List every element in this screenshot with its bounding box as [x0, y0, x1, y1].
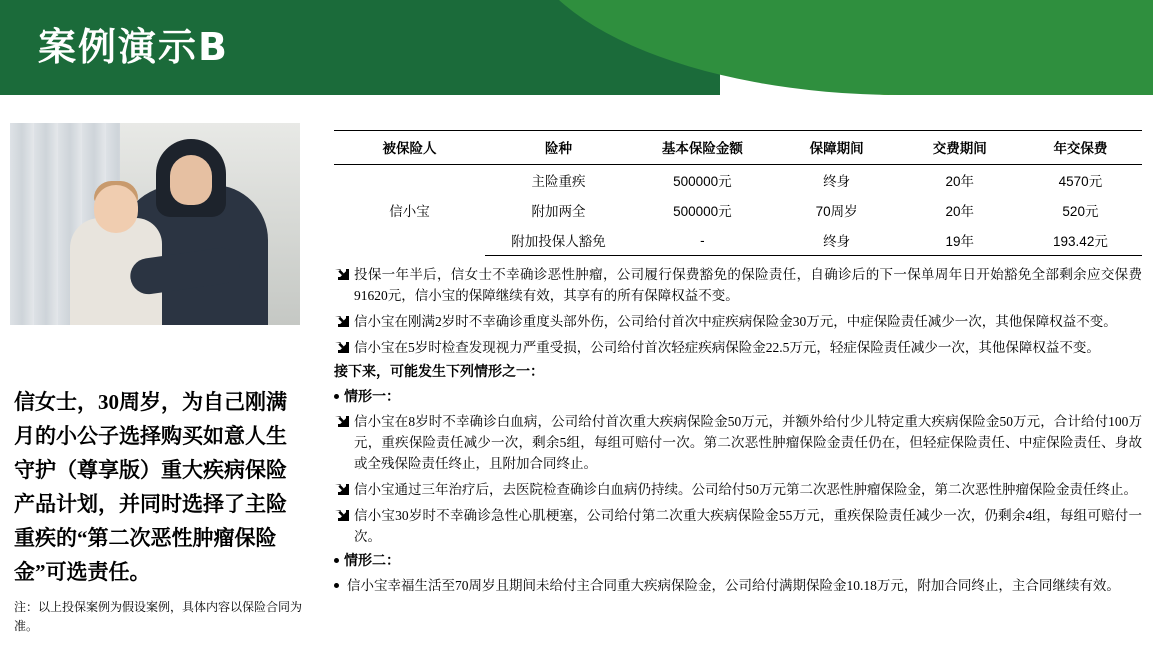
case-two-label-text: 情形二： — [344, 554, 400, 569]
case-two-label — [334, 552, 1142, 572]
cell-insured-name: 信小宝 — [389, 204, 430, 220]
page-title: 案例演示B — [38, 25, 229, 69]
cell-premium: 520元 — [1062, 204, 1099, 219]
arrow-bullet-icon — [334, 415, 350, 428]
arrow-bullet-icon — [334, 268, 350, 281]
bullet-item — [334, 311, 1142, 332]
cell-period: 终身 — [773, 225, 901, 256]
bullet-text: 信小宝通过三年治疗后，去医院检查确诊白血病仍持续。公司给付50万元第二次恶性肿瘤保险金，第二次恶性肿瘤保险金责任终止。 — [354, 482, 1137, 497]
col-insured: 被保险人 — [334, 131, 485, 165]
bullet-item — [334, 505, 1142, 547]
photo-woman-face — [170, 155, 212, 205]
cell-payment: 20年 — [945, 204, 974, 219]
col-payment: 交费期间 — [901, 131, 1019, 165]
arrow-bullet-icon — [334, 341, 350, 354]
bullet-text: 投保一年半后，信女士不幸确诊恶性肿瘤，公司履行保费豁免的保险责任，自确诊后的下一保单周年日开始豁免全部剩余应交保费91620元，信小宝的保障继续有效，其享有的所有保障权益不变。 — [354, 267, 1142, 303]
page-header — [0, 0, 1153, 95]
bullet-item — [334, 264, 1142, 306]
table-header-row — [334, 131, 1142, 165]
cell-premium: 4570元 — [1058, 174, 1103, 189]
bullet-text: 信小宝幸福生活至70周岁且期间未给付主合同重大疾病保险金，公司给付满期保险金10.18万元，附加合同终止，主合同继续有效。 — [347, 578, 1120, 593]
arrow-bullet-icon — [334, 315, 350, 328]
bullet-text: 信小宝在8岁时不幸确诊白血病，公司给付首次重大疾病保险金50万元，并额外给付少儿特定重大疾病保险金50万元，合计给付100万元，重疾保险责任减少一次，剩余5组，每组可赔付一次。第二次恶性肿瘤保险金责任仍在，但轻症保险责任、中症保险责任、身故或全残保险责任终止，且附加合同终止。 — [354, 414, 1142, 471]
bullet-item — [334, 479, 1142, 500]
dot-bullet-icon — [334, 583, 344, 588]
dot-bullet-icon — [334, 394, 339, 399]
cell-period: 终身 — [823, 174, 851, 189]
cell-period: 70周岁 — [815, 204, 858, 219]
col-product: 险种 — [485, 131, 632, 165]
col-period: 保障期间 — [773, 131, 901, 165]
dot-bullet-icon — [334, 558, 339, 563]
family-photo — [10, 123, 300, 325]
cell-amount: 500000元 — [673, 204, 732, 219]
arrow-bullet-icon — [334, 509, 350, 522]
bullet-text: 信小宝在5岁时检查发现视力严重受损，公司给付首次轻症疾病保险金22.5万元，轻症保险责任减少一次，其他保障权益不变。 — [354, 340, 1100, 355]
policy-table — [334, 130, 1142, 256]
cell-premium: 193.42元 — [1019, 225, 1142, 256]
bullet-item — [334, 411, 1142, 474]
case-description: 信女士，30周岁，为自己刚满月的小公子选择购买如意人生守护（尊享版）重大疾病保险产品计划，并同时选择了主险重疾的“第二次恶性肿瘤保险金”可选责任。 — [14, 390, 287, 584]
photo-baby-head — [94, 185, 138, 233]
cell-amount: - — [632, 225, 773, 256]
cell-product: 附加两全 — [531, 204, 586, 219]
bullet-item — [334, 575, 1142, 596]
cell-product: 附加投保人豁免 — [485, 225, 632, 256]
bullet-item — [334, 337, 1142, 358]
bullet-list — [334, 264, 1142, 596]
next-heading: 接下来，可能发生下列情形之一： — [334, 365, 544, 380]
col-amount: 基本保险金额 — [632, 131, 773, 165]
bullet-text: 信小宝30岁时不幸确诊急性心肌梗塞，公司给付第二次重大疾病保险金55万元，重疾保险责任减少一次，仍剩余4组，每组可赔付一次。 — [354, 508, 1142, 544]
arrow-bullet-icon — [334, 483, 350, 496]
cell-payment: 19年 — [901, 225, 1019, 256]
case-one-label-text: 情形一： — [344, 390, 400, 405]
table-row — [334, 165, 1142, 196]
case-one-label — [334, 388, 1142, 408]
col-premium: 年交保费 — [1019, 131, 1142, 165]
content-column — [334, 130, 1142, 600]
disclaimer-note: 注：以上投保案例为假设案例，具体内容以保险合同为准。 — [14, 600, 303, 633]
cell-amount: 500000元 — [673, 174, 732, 189]
cell-product: 主险重疾 — [531, 174, 586, 189]
cell-payment: 20年 — [945, 174, 974, 189]
bullet-text: 信小宝在刚满2岁时不幸确诊重度头部外伤，公司给付首次中症疾病保险金30万元，中症保险责任减少一次，其他保障权益不变。 — [354, 314, 1117, 329]
